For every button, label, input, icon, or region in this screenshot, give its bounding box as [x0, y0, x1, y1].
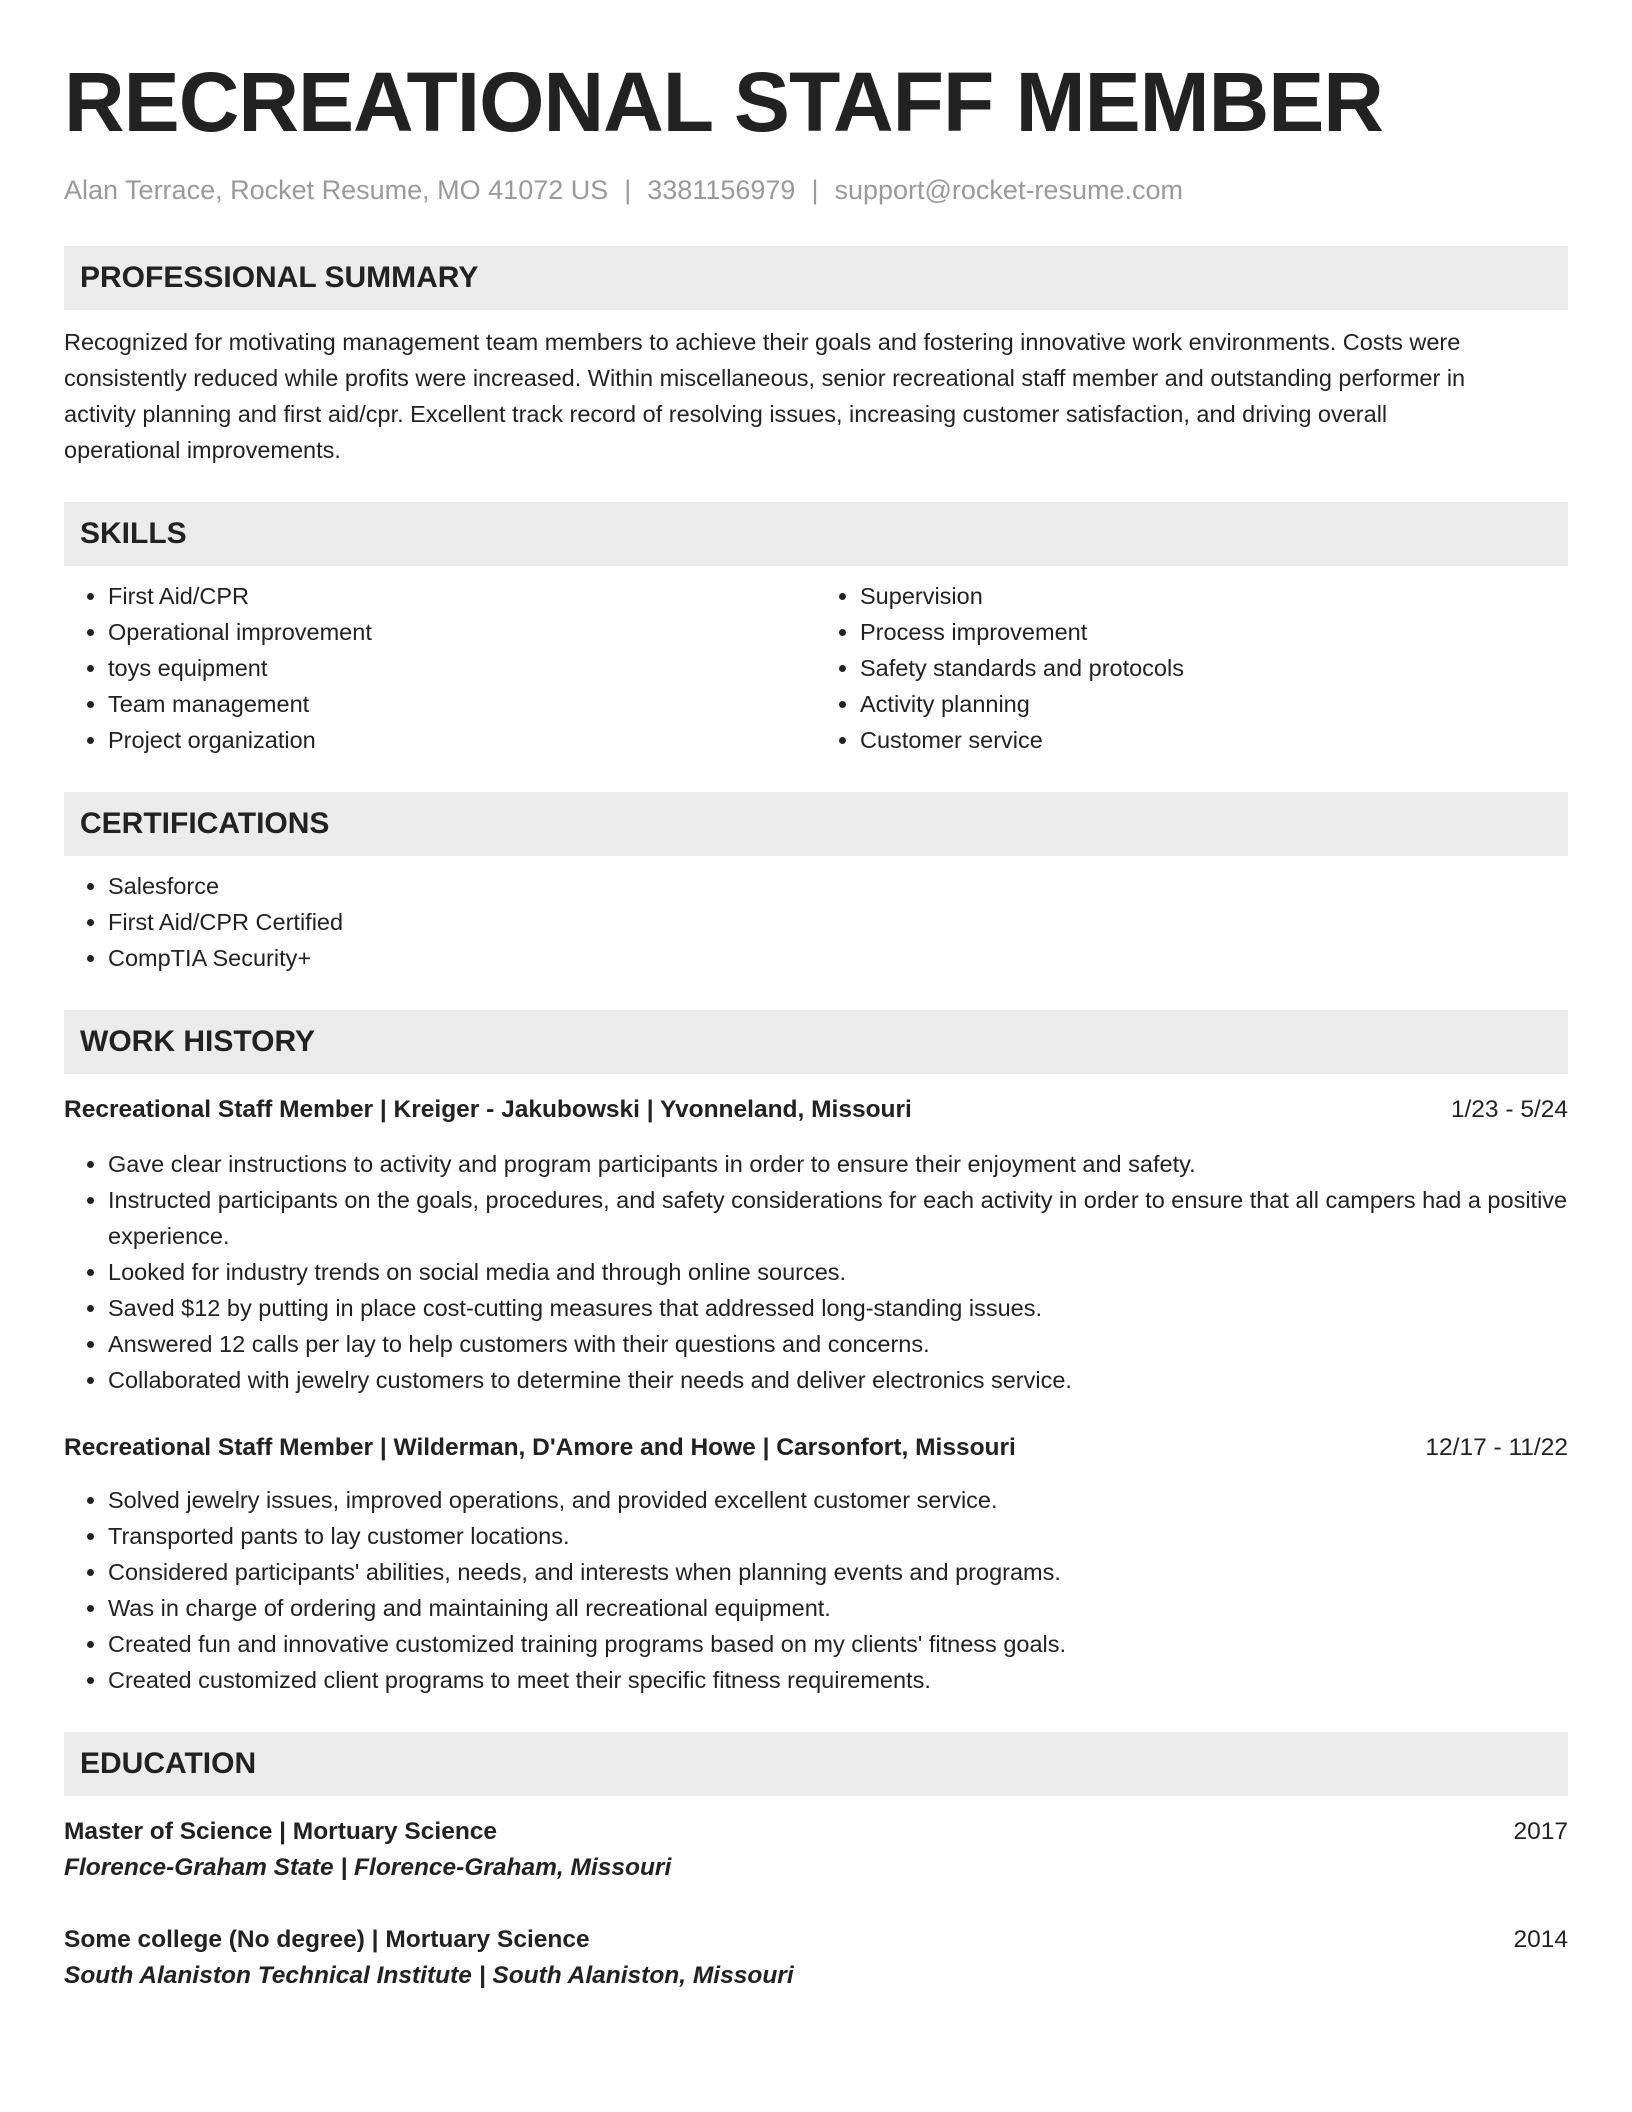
- job-header: [64, 1092, 1568, 1128]
- skill-item: • Supervision: [860, 578, 1568, 614]
- summary-line: Recognized for motivating management team members to achieve their goals and fostering innovative work environments. Costs were: [64, 329, 1461, 355]
- education-school: Florence-Graham State | Florence-Graham, Missouri: [64, 1854, 672, 1881]
- certifications-list: [64, 868, 1568, 976]
- summary-line: consistently reduced while profits were increased. Within miscellaneous, senior recreational staff member and outstanding performer in: [64, 365, 1466, 391]
- job-bullet: • Solved jewelry issues, improved operations, and provided excellent customer service.: [108, 1482, 1568, 1518]
- education-entry: [64, 1922, 1568, 1994]
- job-dates: 12/17 - 11/22: [1425, 1434, 1568, 1461]
- education-year: 2017: [1513, 1818, 1568, 1845]
- job-bullet: • Was in charge of ordering and maintaining all recreational equipment.: [108, 1590, 1568, 1626]
- education-school: South Alaniston Technical Institute | South Alaniston, Missouri: [64, 1962, 794, 1989]
- contact-line: [64, 172, 1568, 208]
- section-heading-summary: PROFESSIONAL SUMMARY: [64, 246, 1568, 310]
- resume-name: RECREATIONAL STAFF MEMBER: [64, 55, 1383, 149]
- section-heading-skills: SKILLS: [64, 502, 1568, 566]
- job-bullet: • Saved $12 by putting in place cost-cutting measures that addressed long-standing issues.: [108, 1290, 1568, 1326]
- education-degree: Master of Science | Mortuary Science: [64, 1818, 498, 1845]
- section-heading-education: EDUCATION: [64, 1732, 1568, 1796]
- certification-item: • First Aid/CPR Certified: [108, 904, 1568, 940]
- section-heading-work-history: WORK HISTORY: [64, 1010, 1568, 1074]
- job-entry: [64, 1092, 1568, 1398]
- education-year: 2014: [1513, 1926, 1568, 1953]
- education-degree: Some college (No degree) | Mortuary Science: [64, 1926, 590, 1953]
- job-bullet: • Collaborated with jewelry customers to determine their needs and deliver electronics service.: [108, 1362, 1568, 1398]
- skills-column-left: [64, 578, 816, 758]
- job-bullet: • Created fun and innovative customized training programs based on my clients' fitness goals.: [108, 1626, 1568, 1662]
- skill-item: • Safety standards and protocols: [860, 650, 1568, 686]
- skills-column-right: [816, 578, 1568, 758]
- education-header: [64, 1814, 1568, 1850]
- job-bullets: [64, 1146, 1568, 1398]
- skill-item: • Operational improvement: [108, 614, 816, 650]
- education-entry: [64, 1814, 1568, 1886]
- skill-item: • First Aid/CPR: [108, 578, 816, 614]
- skills-list: [64, 578, 1568, 758]
- certification-item: • CompTIA Security+: [108, 940, 1568, 976]
- summary-line: activity planning and first aid/cpr. Excellent track record of resolving issues, increasing customer satisfaction, and driving overall: [64, 401, 1388, 427]
- skill-item: • Activity planning: [860, 686, 1568, 722]
- certification-item: • Salesforce: [108, 868, 1568, 904]
- skill-item: • Customer service: [860, 722, 1568, 758]
- job-header: [64, 1430, 1568, 1466]
- job-bullets: [64, 1482, 1568, 1698]
- job-bullet: • Instructed participants on the goals, procedures, and safety considerations for each activity in order to ensure that all campers had a positive experience.: [108, 1182, 1568, 1254]
- job-bullet: • Transported pants to lay customer locations.: [108, 1518, 1568, 1554]
- contact-separator: |: [624, 175, 632, 205]
- contact-address: Alan Terrace, Rocket Resume, MO 41072 US: [64, 175, 609, 205]
- summary-line: operational improvements.: [64, 437, 341, 463]
- education-header: [64, 1922, 1568, 1958]
- job-bullet: • Considered participants' abilities, needs, and interests when planning events and programs.: [108, 1554, 1568, 1590]
- skill-item: • Process improvement: [860, 614, 1568, 650]
- job-bullet: • Gave clear instructions to activity and program participants in order to ensure their enjoyment and safety.: [108, 1146, 1568, 1182]
- job-title: Recreational Staff Member | Wilderman, D'Amore and Howe | Carsonfort, Missouri: [64, 1434, 1016, 1461]
- job-bullet: • Looked for industry trends on social media and through online sources.: [108, 1254, 1568, 1290]
- skill-item: • Team management: [108, 686, 816, 722]
- skill-item: • toys equipment: [108, 650, 816, 686]
- contact-phone: 3381156979: [647, 175, 796, 205]
- skill-item: • Project organization: [108, 722, 816, 758]
- job-dates: 1/23 - 5/24: [1450, 1096, 1568, 1123]
- job-bullet: • Created customized client programs to meet their specific fitness requirements.: [108, 1662, 1568, 1698]
- section-heading-certifications: CERTIFICATIONS: [64, 792, 1568, 856]
- contact-separator: |: [811, 175, 819, 205]
- job-entry: [64, 1430, 1568, 1698]
- contact-email: support@rocket-resume.com: [834, 175, 1183, 205]
- job-bullet: • Answered 12 calls per lay to help customers with their questions and concerns.: [108, 1326, 1568, 1362]
- summary-paragraph: [64, 324, 1568, 468]
- job-title: Recreational Staff Member | Kreiger - Jakubowski | Yvonneland, Missouri: [64, 1096, 912, 1123]
